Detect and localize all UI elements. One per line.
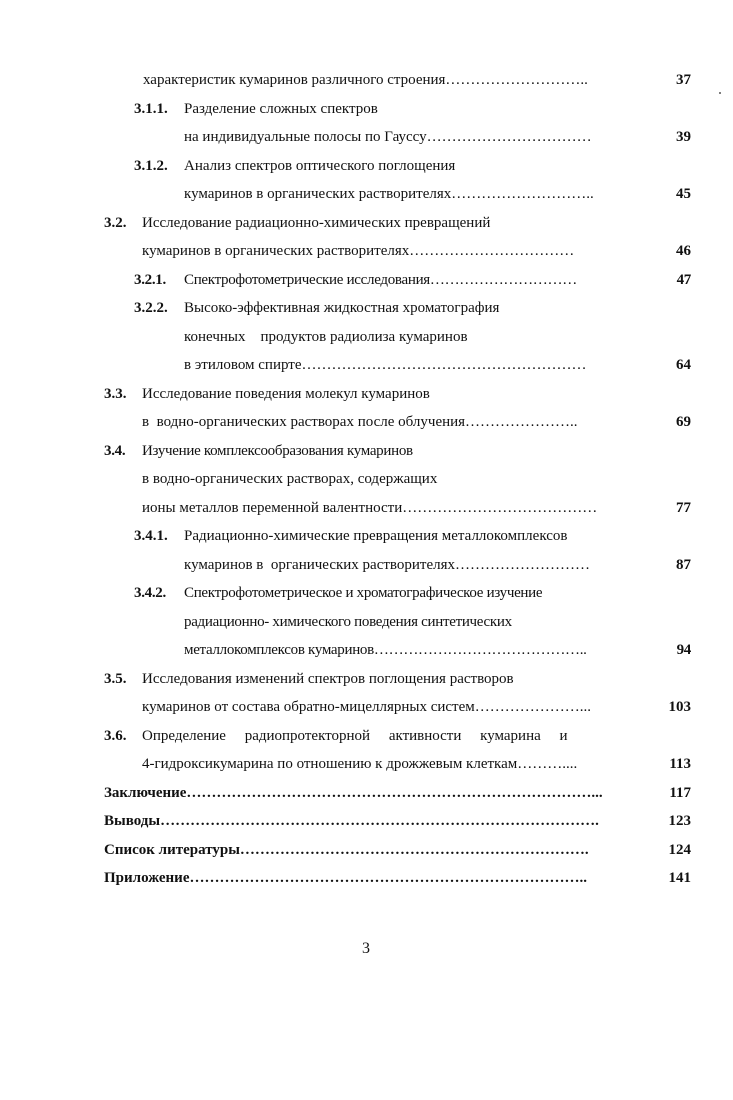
toc-page: 87 [676, 557, 691, 573]
toc-title: Изучение комплексообразования кумаринов [142, 443, 413, 459]
toc-number: 3.4.2. [134, 585, 166, 601]
toc-page: 39 [676, 129, 691, 145]
toc-entry [184, 555, 691, 575]
toc-title: Приложение…………………………………………………………………….. [104, 870, 587, 886]
toc-entry [142, 754, 691, 774]
toc-entry [104, 868, 691, 888]
toc-entry [104, 669, 691, 689]
toc-entry [184, 612, 691, 632]
toc-title: Исследование поведения молекул кумаринов [142, 386, 430, 402]
toc-entry [104, 726, 655, 746]
toc-title: кумаринов от состава обратно-мицеллярных систем…………………... [142, 699, 592, 715]
toc-page: 94 [676, 642, 691, 658]
toc-title: Список литературы……………………………………………………………. [104, 842, 589, 858]
toc-number: 3.4. [104, 443, 126, 459]
toc-entry [143, 70, 691, 90]
toc-title: в водно-органических растворах после облучения………………….. [142, 414, 582, 430]
toc-title: ионы металлов переменной валентности………………………………… [142, 500, 598, 516]
toc-title: металлокомплексов кумаринов…………………………………….. [184, 642, 587, 658]
toc-page: 69 [676, 414, 691, 430]
toc-entry [142, 241, 691, 261]
toc-entry [134, 526, 691, 546]
scan-speck [719, 92, 721, 94]
toc-entry [104, 811, 691, 831]
toc-title: Определение радиопротекторной активности кумарина и [142, 728, 568, 744]
toc-entry [134, 156, 691, 176]
toc-page: 77 [676, 500, 691, 516]
toc-number: 3.5. [104, 671, 127, 687]
toc-number: 3.1.2. [134, 158, 168, 174]
toc-title: кумаринов в органических растворителях……………………… [184, 557, 594, 573]
toc-number: 3.1.1. [134, 101, 168, 117]
toc-page: 45 [676, 186, 691, 202]
toc-number: 3.2. [104, 215, 127, 231]
toc-entry [142, 469, 691, 489]
toc-title: Выводы……………………………………………………………………………. [104, 813, 599, 829]
toc-entry [104, 783, 691, 803]
toc-title: на индивидуальные полосы по Гауссу…………………………… [184, 129, 592, 145]
toc-title: характеристик кумаринов различного строения……………………….. [143, 72, 588, 88]
page-number: 3 [362, 940, 370, 957]
toc-page: 141 [668, 870, 691, 886]
toc-page: 123 [668, 813, 691, 829]
toc-page: 37 [676, 72, 691, 88]
toc-entry [104, 213, 691, 233]
toc-title: кумаринов в органических растворителях…………………………… [142, 243, 575, 259]
toc-number: 3.2.1. [134, 272, 166, 288]
toc-number: 3.2.2. [134, 300, 168, 316]
toc-title: Спектрофотометрические исследования………………………… [184, 272, 577, 288]
toc-number: 3.4.1. [134, 528, 168, 544]
toc-title: в водно-органических растворах, содержащих [142, 471, 438, 487]
toc-entry [184, 184, 691, 204]
toc-title: Исследования изменений спектров поглощения растворов [142, 671, 514, 687]
toc-title: Радиационно-химические превращения металлокомплексов [184, 528, 568, 544]
toc-title: Разделение сложных спектров [184, 101, 378, 117]
toc-title: в этиловом спирте………………………………………………… [184, 357, 587, 373]
toc-title: Исследование радиационно-химических превращений [142, 215, 491, 231]
toc-page: 124 [668, 842, 691, 858]
toc-title: Анализ спектров оптического поглощения [184, 158, 456, 174]
toc-entry [184, 127, 691, 147]
toc-title: радиационно- химического поведения синтетических [184, 614, 512, 630]
toc-entry [142, 697, 691, 717]
toc-number: 3.6. [104, 728, 127, 744]
toc-entry [134, 583, 691, 603]
toc-page: 103 [668, 699, 691, 715]
toc-number: 3.3. [104, 386, 127, 402]
toc-entry [184, 327, 691, 347]
toc-title: конечных продуктов радиолиза кумаринов [184, 329, 468, 345]
toc-page: 113 [669, 756, 691, 772]
toc-title: кумаринов в органических растворителях……………………….. [184, 186, 594, 202]
toc-page: 64 [676, 357, 691, 373]
toc-entry [134, 298, 691, 318]
toc-title: Заключение………………………………………………………………………... [104, 785, 603, 801]
toc-entry [142, 412, 691, 432]
toc-entry [104, 384, 691, 404]
toc-title: Спектрофотометрическое и хроматографическое изучение [184, 585, 543, 601]
toc-entry [134, 270, 691, 290]
toc-entry [142, 498, 691, 518]
toc-entry [184, 640, 691, 660]
toc-title: Высоко-эффективная жидкостная хроматография [184, 300, 500, 316]
toc-entry [104, 840, 691, 860]
toc-page: 47 [676, 272, 691, 288]
toc-entry [104, 441, 691, 461]
toc-entry [134, 99, 691, 119]
toc-page: 117 [669, 785, 691, 801]
toc-entry [184, 355, 691, 375]
toc-page: 46 [676, 243, 691, 259]
toc-title: 4-гидроксикумарина по отношению к дрожжевым клеткам……….... [142, 756, 578, 772]
